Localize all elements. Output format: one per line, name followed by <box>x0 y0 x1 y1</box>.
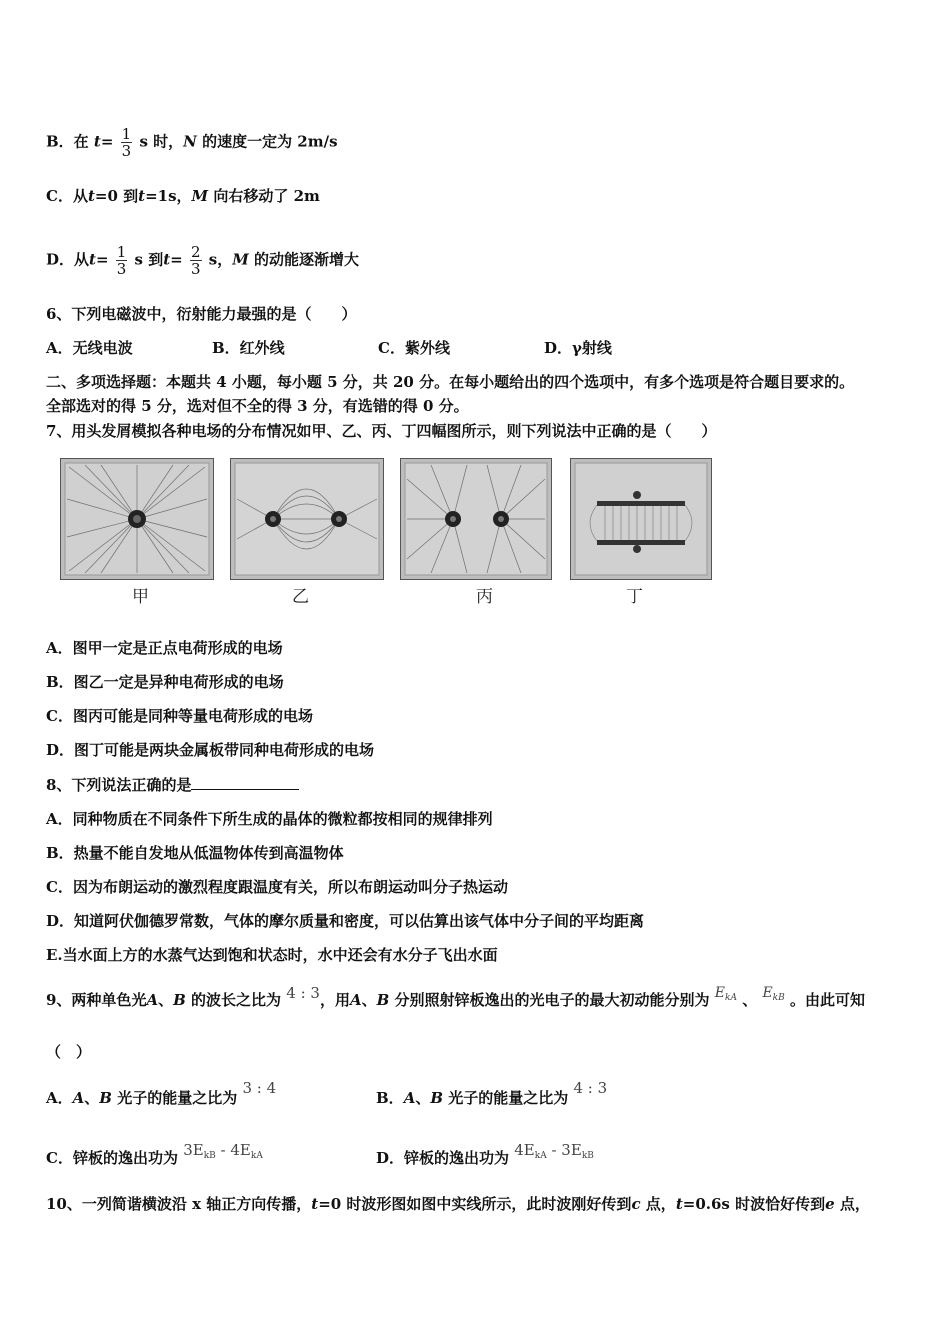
q10-stem: 10、一列简谐横波沿 x 轴正方向传播，t=0 时波形图如图中实线所示，此时波刚好传到c 点，t=0.6s 时波恰好传到e 点， <box>46 1195 870 1213</box>
ratio-4-3: 4 : 3 <box>286 984 320 1002</box>
q6-stem: 6、下列电磁波中，衍射能力最强的是（ ） <box>46 305 357 323</box>
q5-option-c: C．从t=0 到t=1s，M 向右移动了 2m <box>46 187 320 205</box>
q7-figure-jia <box>60 458 214 580</box>
q8-stem: 8、下列说法正确的是 <box>46 775 299 795</box>
q9-option-c: C．锌板的逸出功为 $3E_{kB} - 4E_{kA}$ <box>46 1141 263 1167</box>
q7-option-c: C．图丙可能是同种等量电荷形成的电场 <box>46 707 313 725</box>
q7-option-a: A．图甲一定是正点电荷形成的电场 <box>46 639 283 657</box>
q6-option-c: C．紫外线 <box>378 339 450 357</box>
q8-option-b: B．热量不能自发地从低温物体传到高温物体 <box>46 844 344 862</box>
q6-option-b: B．红外线 <box>212 339 285 357</box>
q7-caption-jia: 甲 <box>132 587 149 607</box>
q7-stem: 7、用头发屑模拟各种电场的分布情况如甲、乙、丙、丁四幅图所示，则下列说法中正确的是（ ） <box>46 422 717 440</box>
section2-line2: 全部选对的得 5 分，选对但不全的得 3 分，有选错的得 0 分。 <box>46 397 469 415</box>
ek-b: $E_{kB}$ <box>762 985 785 1003</box>
q5-option-b: B．在 t= $\frac{1}{3}$ s 时，N 的速度一定为 2m/s <box>46 125 338 160</box>
q8-option-a: A．同种物质在不同条件下所生成的晶体的微粒都按相同的规律排列 <box>46 810 493 828</box>
q6-options <box>46 338 612 358</box>
q8-option-d: D．知道阿伏伽德罗常数，气体的摩尔质量和密度，可以估算出该气体中分子间的平均距离 <box>46 912 645 930</box>
q9-option-a: A．A、B 光子的能量之比为 3 : 4 <box>46 1079 277 1107</box>
q5-option-d: D．从t= $\frac{1}{3}$ s 到t= $\frac{2}{3}$ s，M 的动能逐渐增大 <box>46 243 360 278</box>
q7-figure-ding <box>570 458 712 580</box>
q7-option-b: B．图乙一定是异种电荷形成的电场 <box>46 673 284 691</box>
fraction: $\frac{2}{3}$ <box>190 243 201 278</box>
section2-line1: 二、多项选择题：本题共 4 小题，每小题 5 分，共 20 分。在每小题给出的四个选项中，有多个选项是符合题目要求的。 <box>46 373 855 391</box>
q8-option-c: C．因为布朗运动的激烈程度跟温度有关，所以布朗运动叫分子热运动 <box>46 878 508 896</box>
q9-stem: 9、两种单色光A、B 的波长之比为 4 : 3，用A、B 分别照射锌板逸出的光电子的最大初动能分别为 $E_{kA}$ 、 $E_{kB}$ 。由此可知 <box>46 984 865 1009</box>
q6-option-a: A．无线电波 <box>46 339 133 357</box>
q6-option-d: D．γ射线 <box>544 339 612 357</box>
q9-paren: （ ） <box>46 1043 92 1061</box>
fraction: $\frac{1}{3}$ <box>116 243 127 278</box>
q7-caption-bing: 丙 <box>476 587 493 607</box>
ek-a: $E_{kA}$ <box>714 985 737 1003</box>
q7-figure-yi <box>230 458 384 580</box>
q7-caption-yi: 乙 <box>292 587 309 607</box>
q8-option-e: E.当水面上方的水蒸气达到饱和状态时，水中还会有水分子飞出水面 <box>46 946 498 964</box>
q7-option-d: D．图丁可能是两块金属板带同种电荷形成的电场 <box>46 741 375 759</box>
fraction: $\frac{1}{3}$ <box>121 125 132 160</box>
q7-figure-bing <box>400 458 552 580</box>
q9-option-b: B．A、B 光子的能量之比为 4 : 3 <box>376 1079 608 1107</box>
q7-caption-ding: 丁 <box>626 587 643 607</box>
q9-option-d: D．锌板的逸出功为 $4E_{kA} - 3E_{kB}$ <box>376 1141 594 1167</box>
answer-blank <box>191 775 299 790</box>
